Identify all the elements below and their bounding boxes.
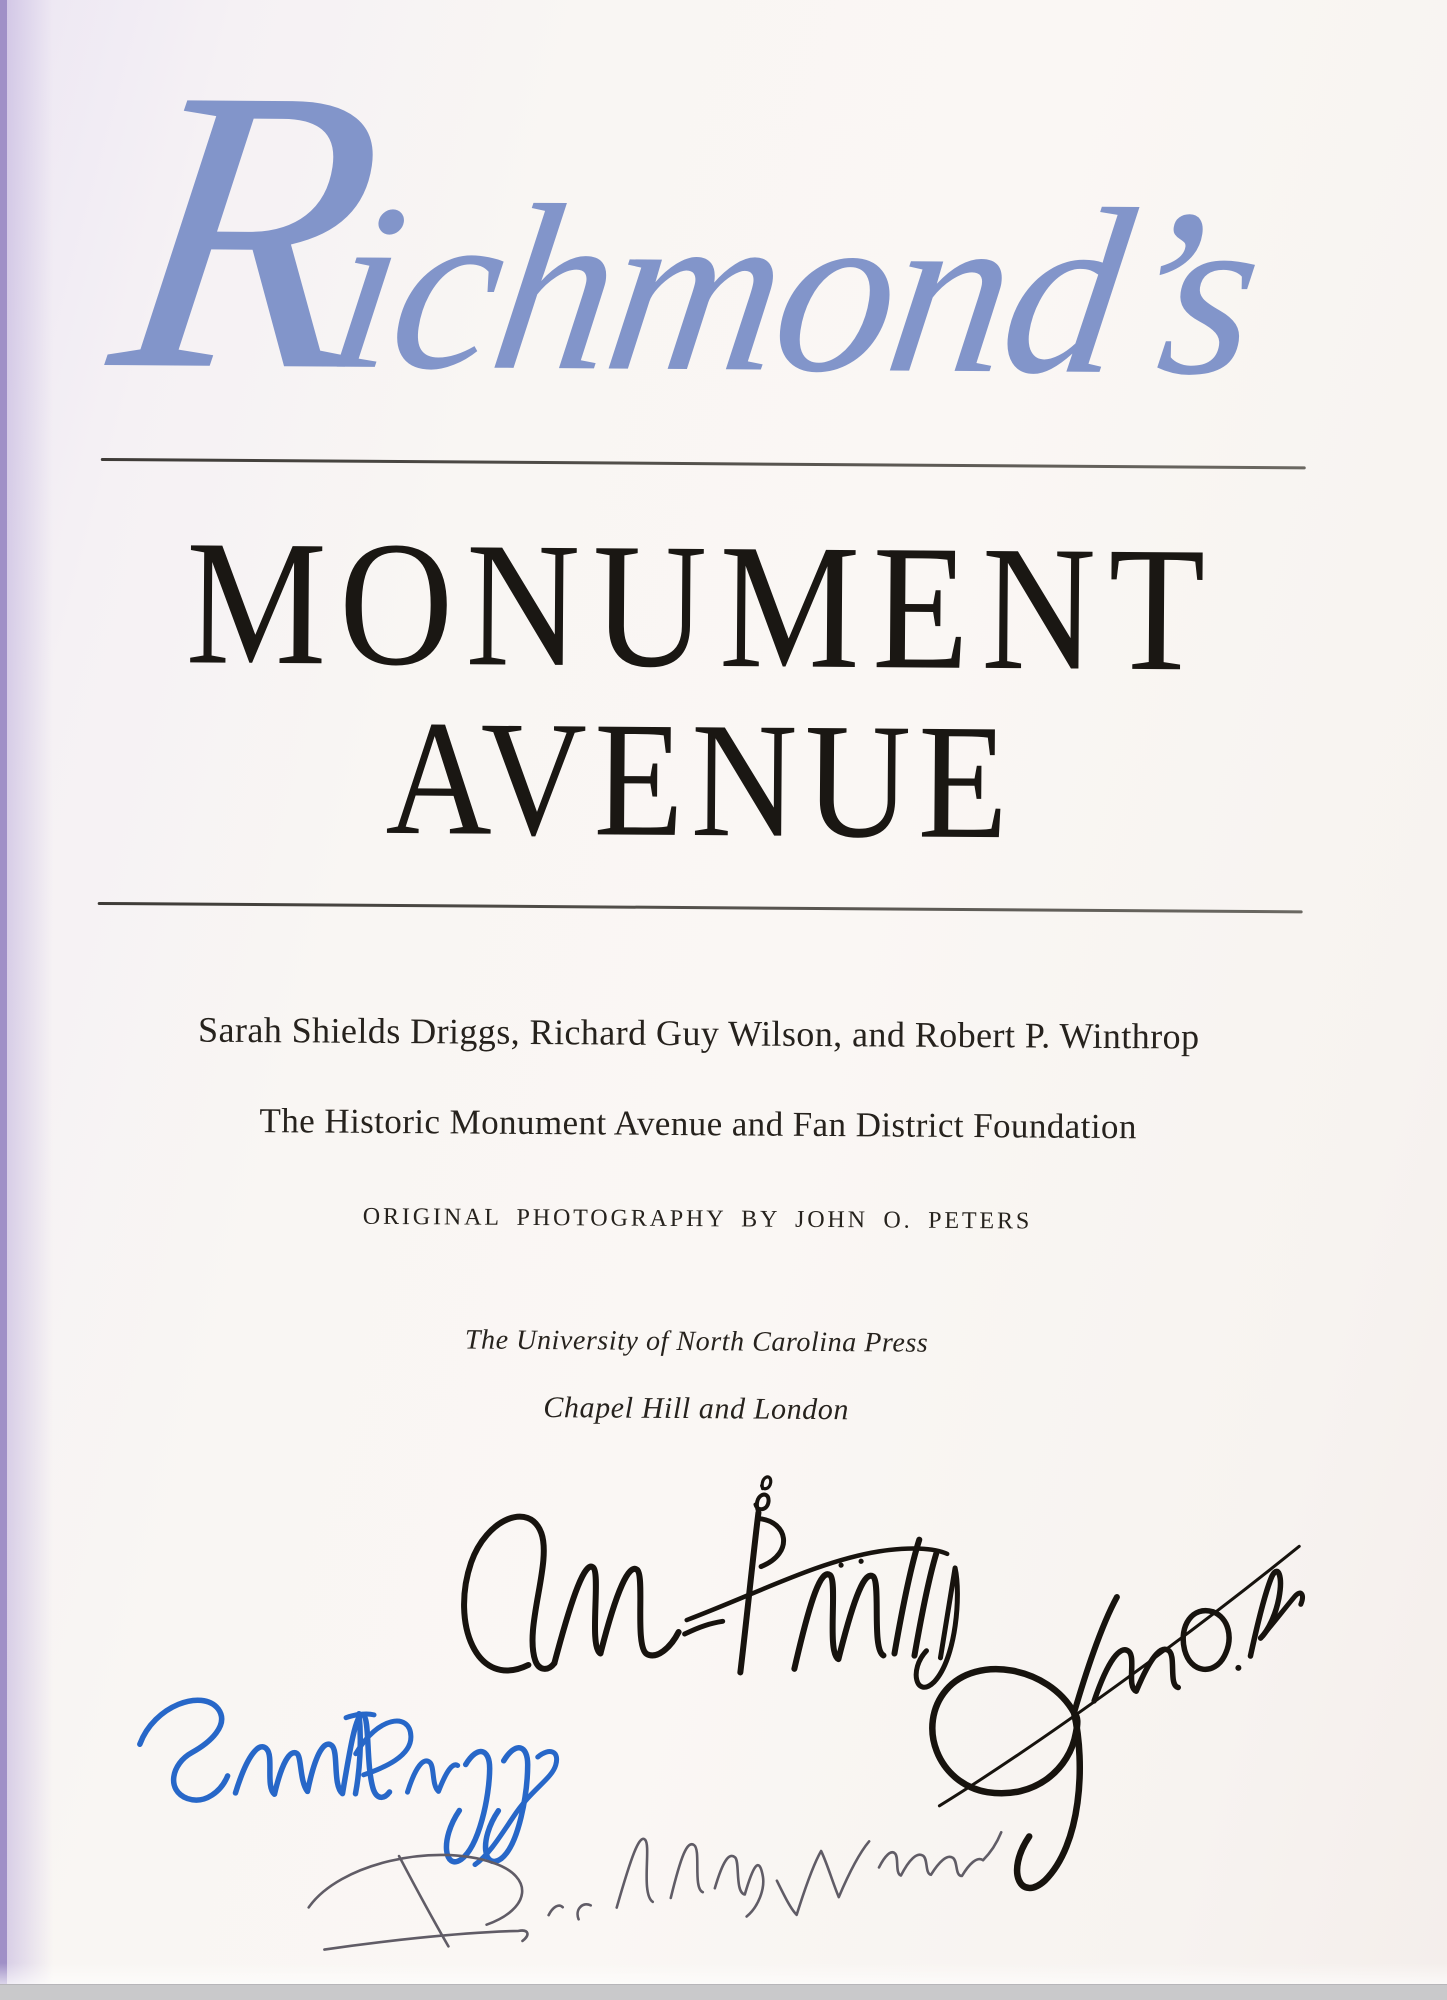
- page-bottom-curl-highlight: [0, 1963, 1447, 1985]
- ink-dot: [838, 1563, 843, 1568]
- scan-bottom-edge: [0, 1984, 1447, 2000]
- signature-sarah-driggs: [139, 1700, 557, 1865]
- publisher-location-line: Chapel Hill and London: [543, 1391, 850, 1427]
- ink-dot: [859, 1559, 864, 1564]
- script-title-rest: ichmond’s: [315, 155, 1273, 425]
- signature-john-o-peters: [931, 1544, 1303, 1890]
- signature-richard-guy-wilson: [308, 1827, 1001, 1954]
- main-title-avenue: AVENUE: [385, 686, 1016, 874]
- signature-robert-p-winthrop: [464, 1475, 959, 1688]
- foundation-line: The Historic Monument Avenue and Fan District Foundation: [259, 1101, 1137, 1147]
- ink-dot: [1235, 1665, 1241, 1671]
- main-title-monument: MONUMENT: [185, 504, 1219, 710]
- publisher-line: The University of North Carolina Press: [464, 1324, 929, 1359]
- script-title-capital: R: [93, 4, 395, 455]
- authors-line: Sarah Shields Driggs, Richard Guy Wilson, and Robert P. Winthrop: [197, 1009, 1200, 1057]
- photography-credit-line: ORIGINAL PHOTOGRAPHY BY JOHN O. PETERS: [362, 1203, 1033, 1235]
